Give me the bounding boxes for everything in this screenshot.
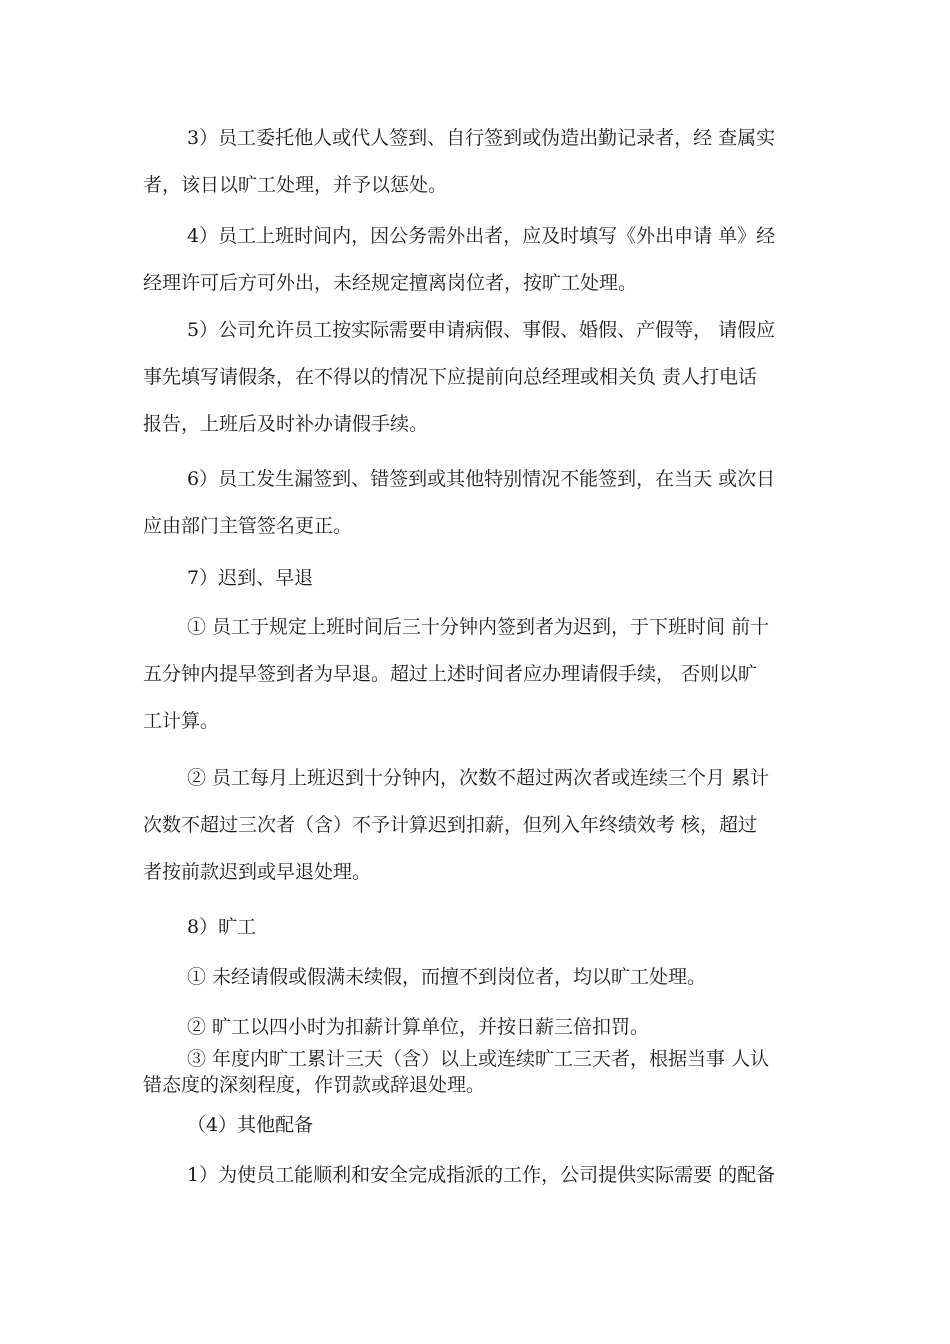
paragraph-item-7-1 [143,604,823,745]
text-line: 经理许可后方可外出，未经规定擅离岗位者，按旷工处理。 [143,272,638,294]
text-line: 者按前款迟到或早退处理。 [143,861,372,883]
text-line: 报告，上班后及时补办请假手续。 [143,413,429,435]
paragraph-item-7 [143,555,823,602]
paragraph-item-8-1 [143,954,823,1001]
paragraph-item-4-1 [143,1152,823,1199]
text-line: ② 旷工以四小时为扣薪计算单位，并按日薪三倍扣罚。 [187,1016,650,1038]
text-line: 7）迟到、早退 [187,567,314,589]
text-line: 次数不超过三次者（含）不予计算迟到扣薪，但列入年终绩效考 核，超过 [143,814,758,836]
text-line: （4）其他配备 [187,1114,314,1136]
paragraph-item-6 [143,456,823,550]
text-line: 6）员工发生漏签到、错签到或其他特别情况不能签到，在当天 或次日 [187,468,776,490]
section-heading-4 [143,1102,823,1149]
paragraph-item-3 [143,115,823,209]
text-line: ① 未经请假或假满未续假，而擅不到岗位者，均以旷工处理。 [187,966,707,988]
text-line: ② 员工每月上班迟到十分钟内，次数不超过两次者或连续三个月 累计 [187,767,770,789]
paragraph-item-8 [143,904,823,951]
text-line: 工计算。 [143,710,220,732]
text-line: 5）公司允许员工按实际需要申请病假、事假、婚假、产假等， 请假应 [187,319,776,341]
paragraph-item-8-3 [143,1046,823,1098]
text-line: 者，该日以旷工处理，并予以惩处。 [143,174,448,196]
text-line: 应由部门主管签名更正。 [143,515,353,537]
text-line: 1）为使员工能顺利和安全完成指派的工作，公司提供实际需要 的配备 [187,1164,776,1186]
paragraph-item-7-2 [143,755,823,896]
text-line: 五分钟内提早签到者为早退。超过上述时间者应办理请假手续， 否则以旷 [143,663,758,685]
text-line: 3）员工委托他人或代人签到、自行签到或伪造出勤记录者，经 查属实 [187,127,776,149]
text-line: 事先填写请假条，在不得以的情况下应提前向总经理或相关负 责人打电话 [143,366,758,388]
text-line: ① 员工于规定上班时间后三十分钟内签到者为迟到，于下班时间 前十 [187,616,770,638]
text-line: 8）旷工 [187,916,257,938]
paragraph-item-8-2 [143,1004,823,1051]
text-line: 4）员工上班时间内，因公务需外出者，应及时填写《外出申请 单》经 [187,225,776,247]
paragraph-item-5 [143,307,823,448]
text-line: 错态度的深刻程度，作罚款或辞退处理。 [143,1074,486,1096]
text-line: ③ 年度内旷工累计三天（含）以上或连续旷工三天者，根据当事 人认 [187,1048,770,1070]
paragraph-item-4 [143,213,823,307]
